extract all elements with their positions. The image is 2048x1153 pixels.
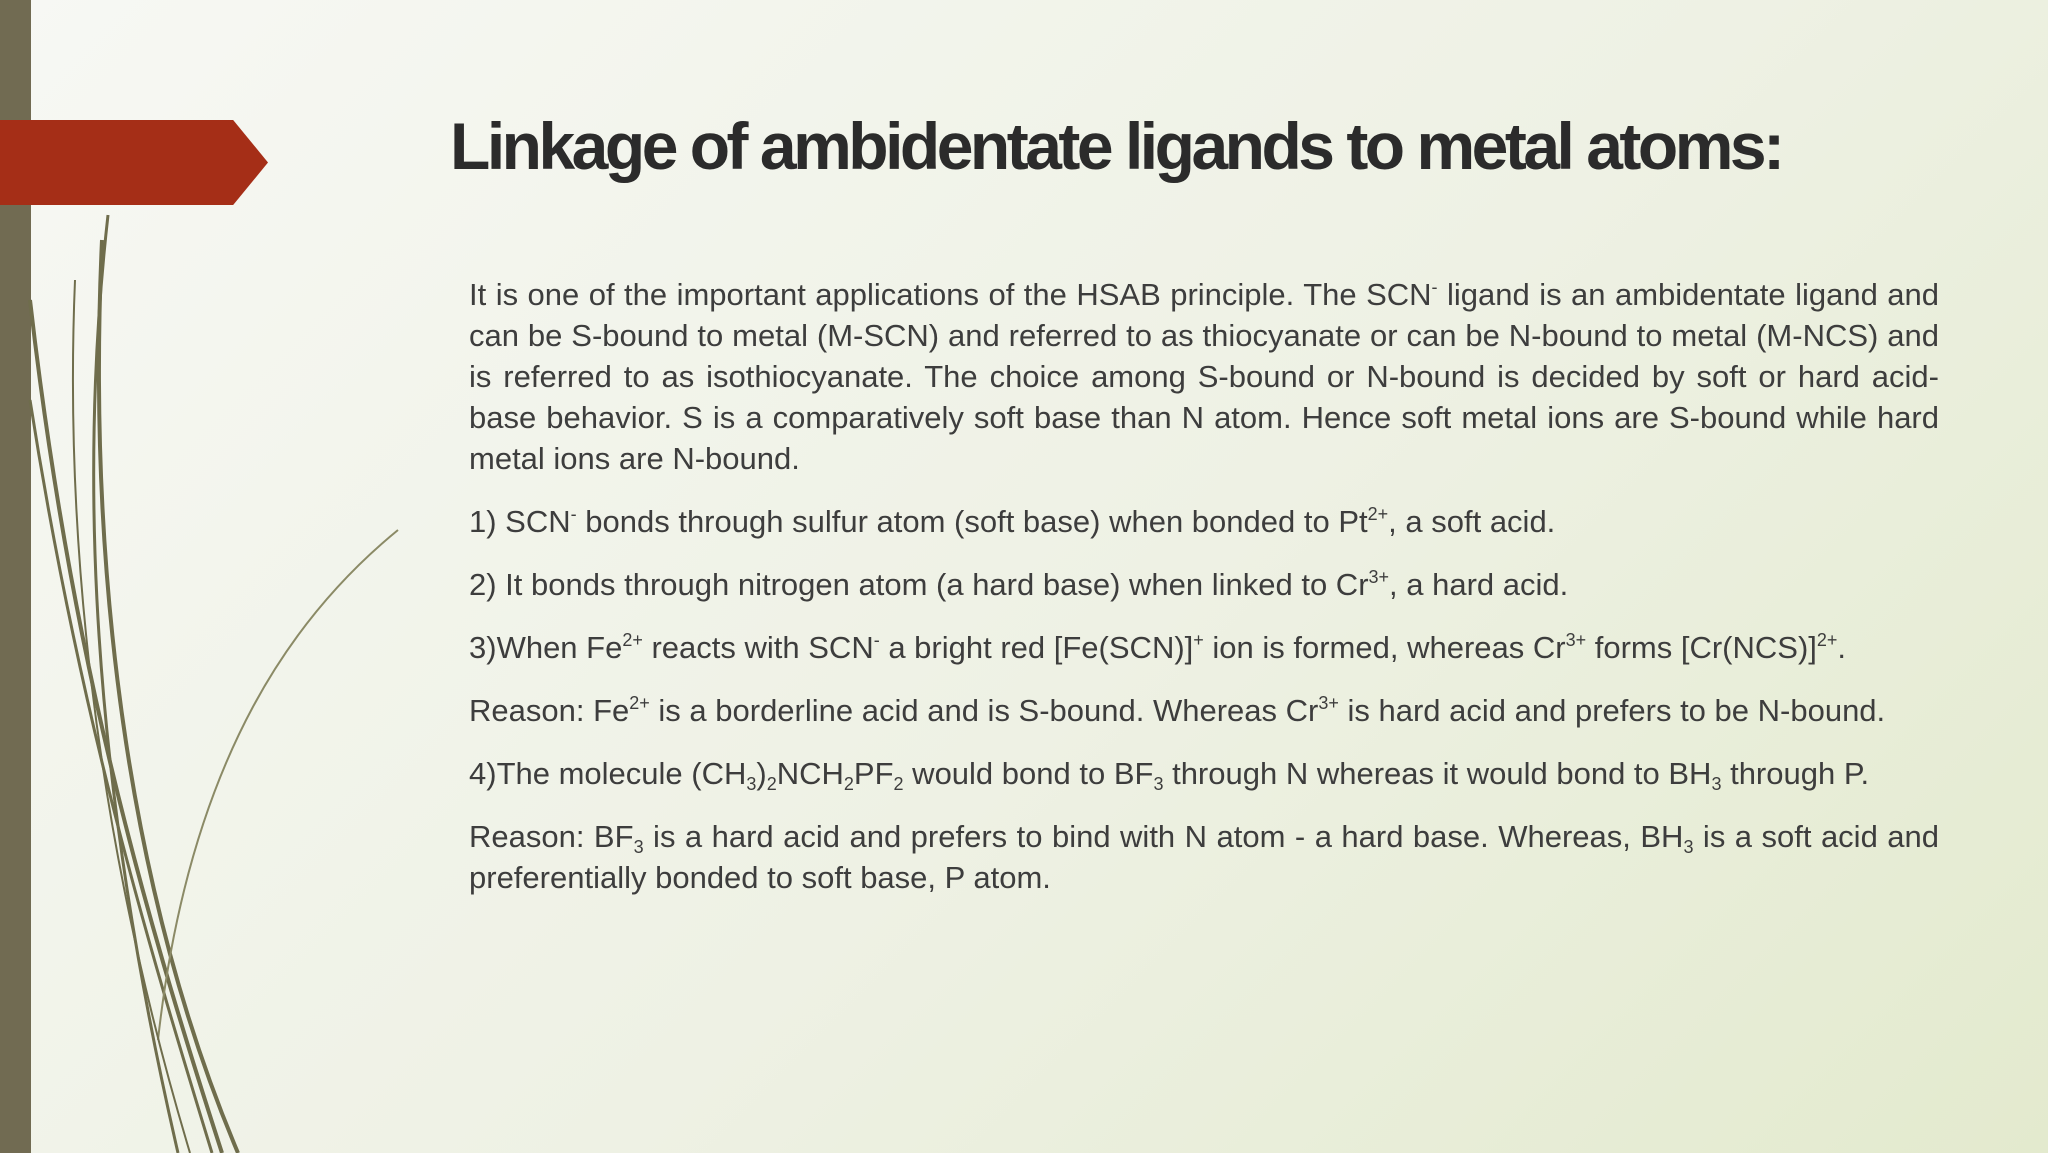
point-1: 1) SCN- bonds through sulfur atom (soft base) when bonded to $Pt^{2+}$, a soft acid.: [469, 504, 1556, 539]
slide-title: Linkage of ambidentate ligands to metal atoms:: [450, 109, 1782, 183]
grass-blade: [158, 530, 398, 1040]
point-2: 2) It bonds through nitrogen atom (a hard base) when linked to $Cr^{3+}$, a hard acid.: [469, 567, 1569, 602]
point-3: 3)When $Fe^{2+}$ reacts with SCN- a bright red [Fe(SCN)]+ ion is formed, whereas $Cr^{3+}$ forms $[Cr(NCS)]^{2+}$.: [469, 630, 1847, 665]
title-arrow-accent: [0, 120, 268, 205]
reason-2: Reason: $BF_3$ is a hard acid and prefers to bind with N atom - a hard base. Whereas, $BH_3$ is a soft acid and preferentially bonded to soft base, P atom.: [469, 819, 1940, 895]
grass-blade: [99, 240, 238, 1153]
slide-body: [469, 274, 1939, 920]
grass-blade: [94, 215, 178, 1153]
grass-blade: [30, 300, 222, 1153]
intro-paragraph: It is one of the important applications of the HSAB principle. The SCN- ligand is an ambidentate ligand and can be S-bound to metal (M-SCN) and referred to as thiocyanate or can be N-bound to metal (M-NCS) and is referred to as isothiocyanate. The choice among S-bound or N-bound is decided by soft or hard acid-base behavior. S is a comparatively soft base than N atom. Hence soft metal ions are S-bound while hard metal ions are N-bound.: [469, 277, 1939, 476]
reason-1: Reason: $Fe^{2+}$ is a borderline acid and is S-bound. Whereas $Cr^{3+}$ is hard acid and prefers to be N-bound.: [469, 693, 1886, 728]
point-4: 4)The molecule $(CH_3)_2NCH_2PF_2$ would bond to $BF_3$ through N whereas it would bond to $BH_3$ through P.: [469, 756, 1870, 794]
